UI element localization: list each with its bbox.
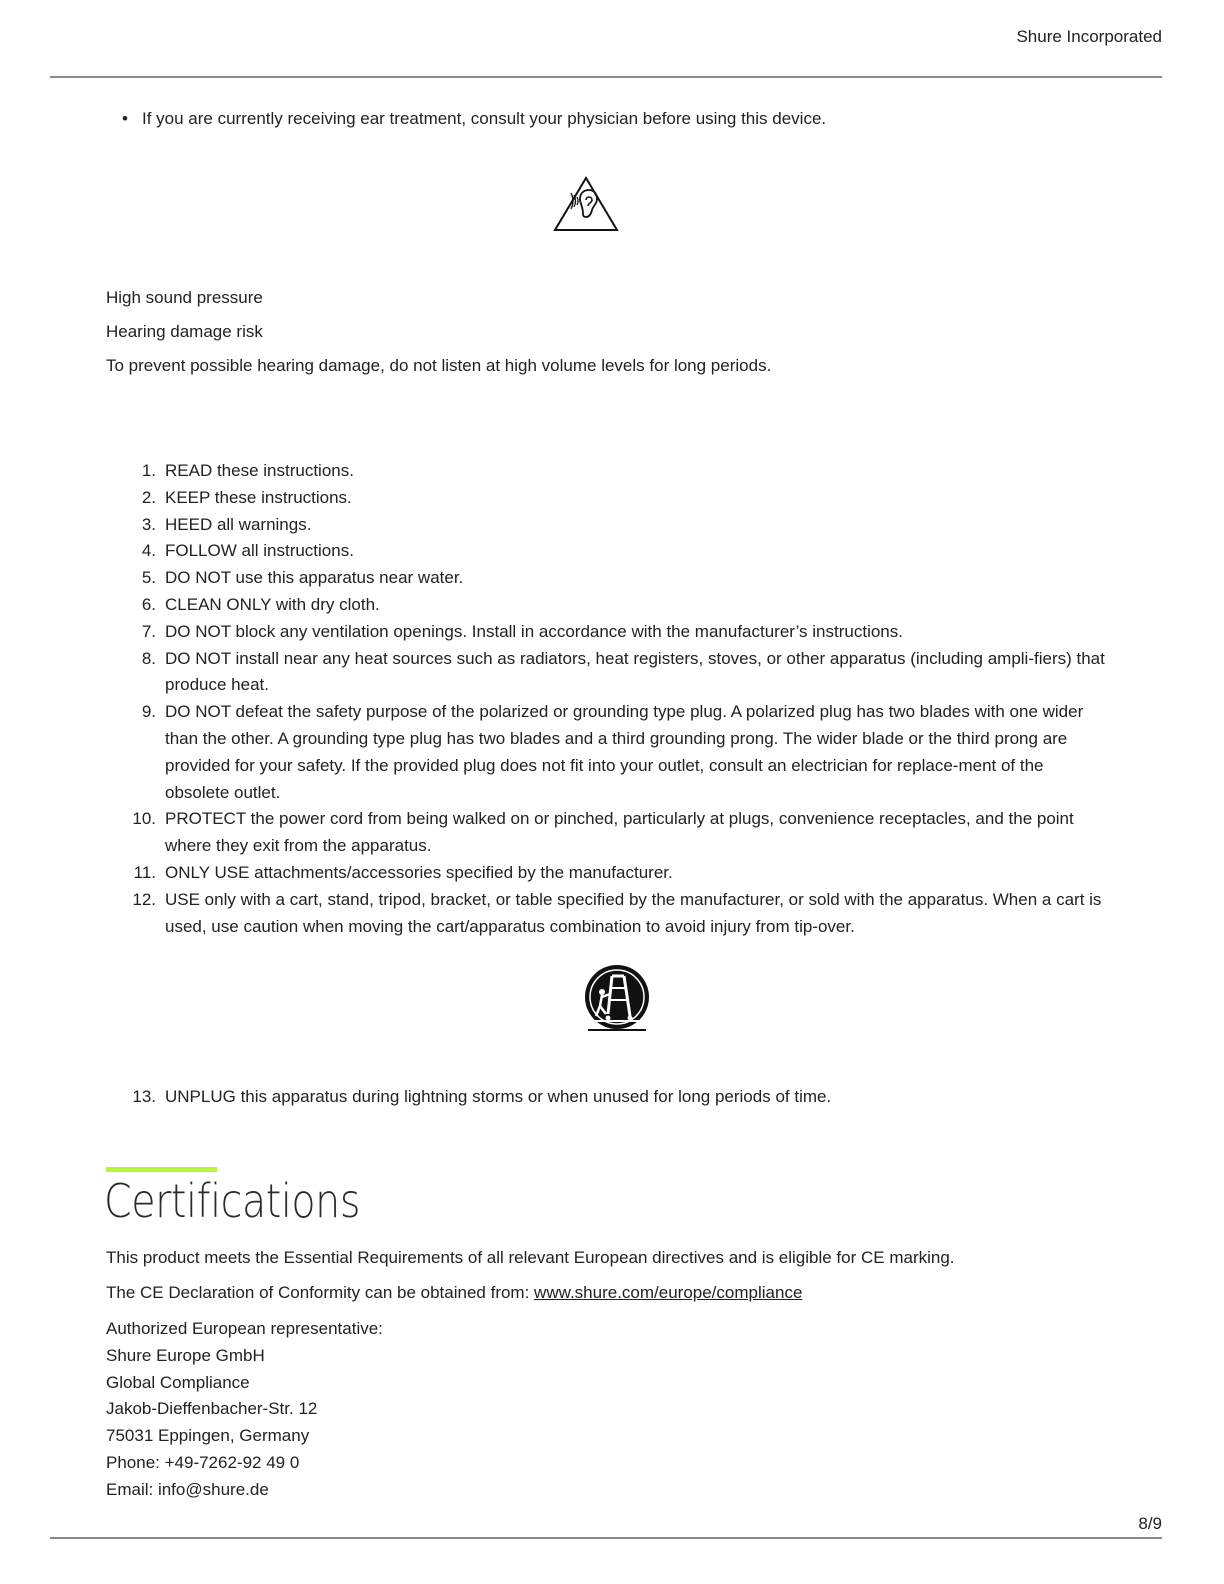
list-item (120, 538, 1110, 565)
warning-line-3: To prevent possible hearing damage, do not listen at high volume levels for long periods. (106, 356, 772, 375)
list-text: CLEAN ONLY with dry cloth. (165, 594, 380, 614)
certifications-heading: Certifications (104, 1174, 361, 1228)
list-text: USE only with a cart, stand, tripod, bracket, or table specified by the manufacturer, or sold with the apparatus. When a cart is used, use caution when moving the cart/apparatus combination to avoid injury from tip-over. (165, 889, 1102, 936)
list-text: DO NOT defeat the safety purpose of the polarized or grounding type plug. A polarized plug has two blades with one wider than the other. A grounding type plug has two blades and a third grounding prong. The wider blade or the third prong are provided for your safety. If the provided plug does not fit into your outlet, consult an electrician for replace-ment of the obsolete outlet. (165, 702, 1084, 802)
list-item (120, 887, 1110, 941)
address-line: Authorized European representative: (106, 1319, 383, 1338)
list-item (120, 860, 1110, 887)
list-text: DO NOT block any ventilation openings. Install in accordance with the manufacturer’s instructions. (165, 621, 903, 641)
address-line: 75031 Eppingen, Germany (106, 1426, 310, 1446)
list-text: DO NOT install near any heat sources such as radiators, heat registers, stoves, or other apparatus (including ampli-fiers) that produce heat. (165, 648, 1105, 695)
list-item (120, 646, 1110, 700)
address-line: Jakob-Dieffenbacher-Str. 12 (106, 1399, 318, 1419)
list-text: PROTECT the power cord from being walked on or pinched, particularly at plugs, convenience receptacles, and the point where they exit from the apparatus. (165, 809, 1074, 856)
list-number: 3. (141, 514, 156, 534)
list-number: 11. (133, 862, 156, 882)
instructions-list-continued (120, 1084, 1110, 1111)
list-number: 8. (141, 648, 156, 668)
list-number: 12. (132, 889, 156, 909)
list-item (120, 619, 1110, 646)
bullet-text: If you are currently receiving ear treatment, consult your physician before using this device. (142, 109, 827, 128)
list-number: 4. (141, 541, 156, 561)
list-item (120, 806, 1110, 860)
warning-line-1: High sound pressure (106, 288, 263, 307)
list-number: 13. (132, 1087, 156, 1106)
list-item (120, 1084, 1110, 1111)
list-text: FOLLOW all instructions. (165, 541, 354, 561)
list-number: 1. (141, 461, 156, 480)
list-number: 5. (141, 568, 156, 588)
list-number: 10. (132, 809, 156, 829)
ce-declaration (106, 1283, 802, 1303)
header-rule (50, 76, 1162, 78)
bullet-item (122, 109, 826, 129)
list-text: ONLY USE attachments/accessories specified by the manufacturer. (165, 862, 673, 882)
list-item (120, 565, 1110, 592)
list-text: DO NOT use this apparatus near water. (165, 568, 464, 588)
list-item (120, 512, 1110, 539)
page-number: 8/9 (1138, 1514, 1162, 1533)
address-line: Shure Europe GmbH (106, 1345, 265, 1365)
bullet-marker: • (122, 109, 128, 128)
header-company: Shure Incorporated (1016, 27, 1162, 46)
instructions-list (120, 458, 1110, 940)
list-item (120, 592, 1110, 619)
list-text: READ these instructions. (165, 461, 354, 480)
list-number: 7. (141, 621, 156, 641)
ce-statement: This product meets the Essential Requirements of all relevant European directives and is eligible for CE marking. (106, 1248, 955, 1267)
address-line: Email: info@shure.de (106, 1479, 269, 1499)
list-item (120, 458, 1110, 485)
footer-rule (50, 1537, 1162, 1539)
ear-warning-icon (553, 176, 619, 232)
list-number: 6. (141, 594, 156, 614)
address-line: Global Compliance (106, 1372, 250, 1392)
ce-declaration-prefix: The CE Declaration of Conformity can be obtained from: (106, 1283, 535, 1302)
warning-line-2: Hearing damage risk (106, 322, 263, 341)
list-item (120, 485, 1110, 512)
eu-representative-address (106, 1316, 383, 1504)
list-number: 9. (141, 702, 156, 722)
list-text: KEEP these instructions. (165, 487, 352, 507)
cart-tipover-warning-icon (584, 964, 650, 1032)
address-line: Phone: +49-7262-92 49 0 (106, 1452, 300, 1472)
list-number: 2. (141, 487, 156, 507)
list-text: HEED all warnings. (165, 514, 312, 534)
list-text: UNPLUG this apparatus during lightning storms or when unused for long periods of time. (165, 1087, 832, 1106)
list-item (120, 699, 1110, 806)
section-accent-bar (106, 1167, 217, 1172)
compliance-link[interactable]: www.shure.com/europe/compliance (534, 1283, 803, 1302)
